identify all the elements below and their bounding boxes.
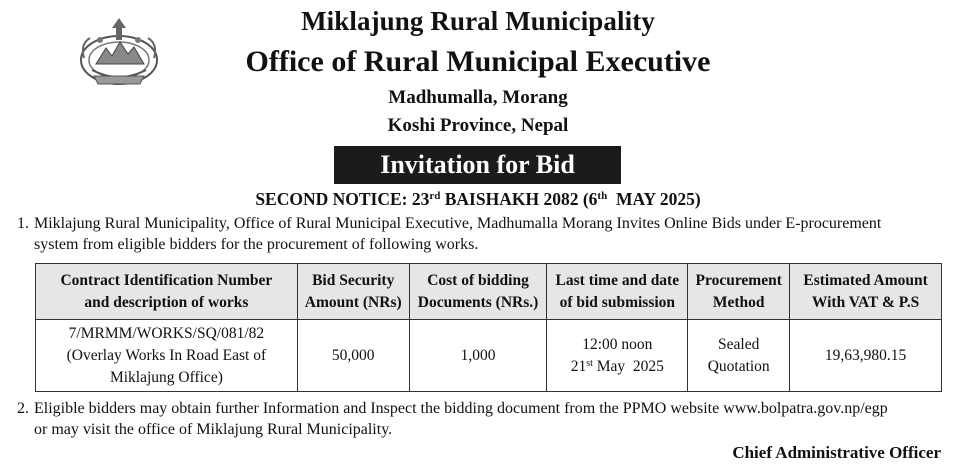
header-bid-security: Bid Security Amount (NRs) — [297, 264, 409, 320]
contract-id: 7/MRMM/WORKS/SQ/081/82 — [68, 324, 265, 342]
cell-bid-doc-cost: 1,000 — [409, 320, 547, 392]
description-line: Miklajung Office) — [109, 368, 223, 386]
address-line-2: Koshi Province, Nepal — [387, 115, 569, 136]
submission-day-suffix: st — [586, 357, 593, 369]
paragraph-number: 2. — [17, 400, 29, 417]
table-row — [36, 320, 942, 392]
invitation-banner: Invitation for Bid — [334, 146, 621, 184]
submission-time: 12:00 noon — [582, 335, 653, 353]
header-procurement-method: Procurement Method — [688, 264, 790, 320]
cell-submission-deadline — [547, 320, 688, 392]
paragraph-line: Eligible bidders may obtain further Information and Inspect the bidding document from the PPMO website www.bolpatra.gov.np/egp — [34, 400, 888, 417]
method-line: Quotation — [707, 357, 770, 375]
office-name: Office of Rural Municipal Executive — [245, 45, 711, 78]
description-line: (Overlay Works In Road East of — [66, 346, 267, 364]
paragraph-line: Miklajung Rural Municipality, Office of Rural Municipal Executive, Madhumalla Morang Invites Online Bids under E-procurement — [34, 215, 882, 232]
paragraph-number: 1. — [17, 215, 29, 232]
header-bid-doc-cost: Cost of bidding Documents (NRs.) — [409, 264, 547, 320]
notice-mid: BAISHAKH 2082 (6 — [440, 189, 598, 209]
notice-sup-2: th — [597, 190, 608, 202]
cell-bid-security: 50,000 — [297, 320, 409, 392]
submission-day: 21 — [570, 357, 587, 375]
submission-month-year: May 2025 — [592, 357, 664, 375]
paragraph-line: system from eligible bidders for the procurement of following works. — [34, 236, 479, 253]
notice-suffix: MAY 2025) — [607, 189, 701, 209]
organization-name: Miklajung Rural Municipality — [301, 6, 655, 36]
paragraph-1 — [17, 213, 947, 257]
cell-estimated-amount: 19,63,980.15 — [790, 320, 942, 392]
table-header-row — [36, 264, 942, 320]
paragraph-2 — [17, 398, 947, 442]
paragraph-text — [34, 213, 881, 255]
notice-date-line — [0, 189, 956, 210]
cell-procurement-method — [688, 320, 790, 392]
header-estimated-amount: Estimated Amount With VAT & P.S — [790, 264, 942, 320]
signature-title: Chief Administrative Officer — [732, 443, 941, 462]
notice-sup-1: rd — [429, 190, 441, 202]
method-line: Sealed — [718, 335, 760, 353]
bids-table — [35, 263, 942, 392]
paragraph-text — [34, 398, 888, 440]
address-line-1: Madhumalla, Morang — [388, 87, 568, 108]
notice-prefix: SECOND NOTICE: 23 — [255, 189, 430, 209]
paragraph-line: or may visit the office of Miklajung Rural Municipality. — [34, 421, 393, 438]
header-submission-deadline: Last time and date of bid submission — [547, 264, 688, 320]
header-contract-id: Contract Identification Number and description of works — [36, 264, 298, 320]
cell-contract-description — [36, 320, 298, 392]
